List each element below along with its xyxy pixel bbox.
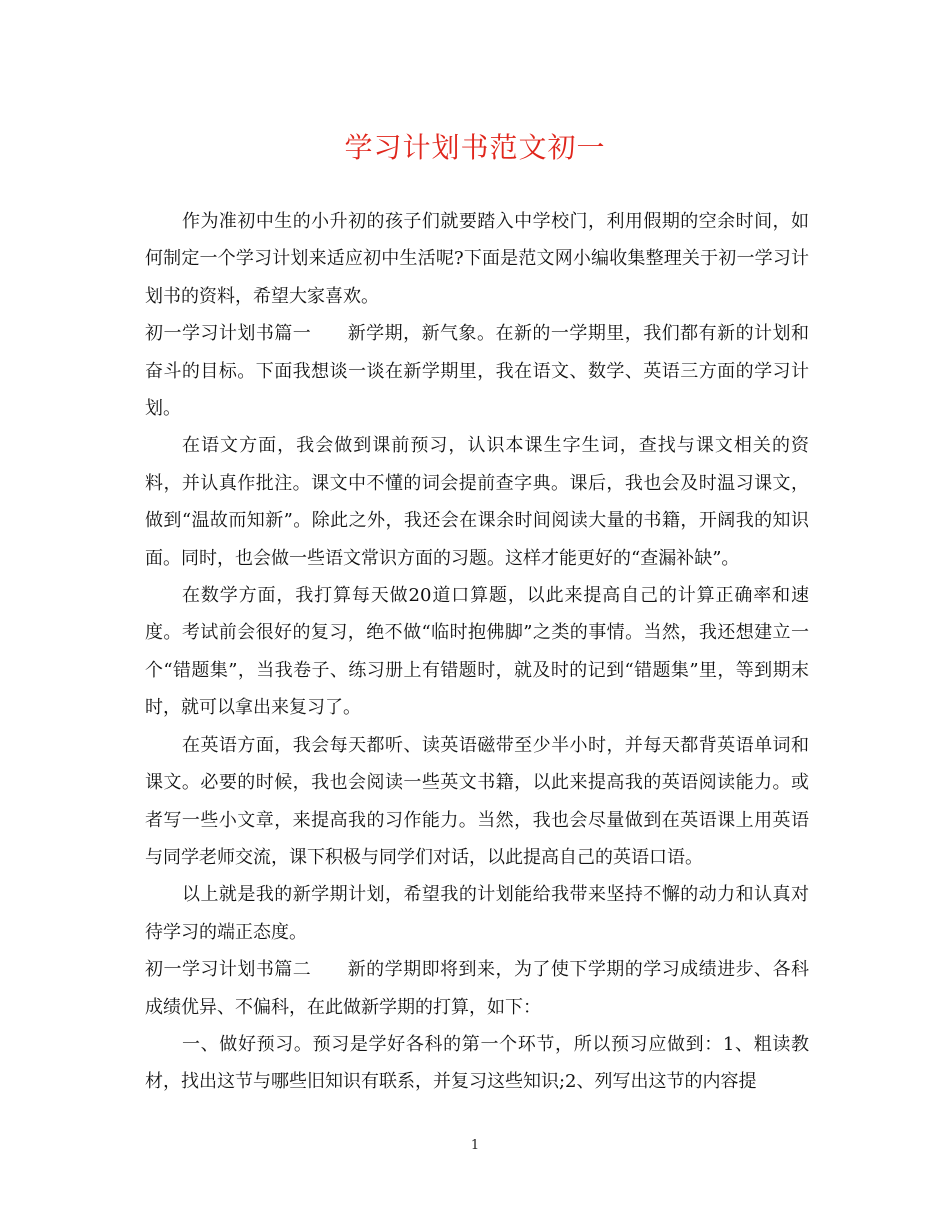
preview-point-paragraph: 一、做好预习。预习是学好各科的第一个环节，所以预习应做到：1、粗读教材，找出这节与哪些旧知识有联系，并复习这些知识;2、列写出这节的内容提 [145,1033,809,1093]
closing-paragraph: 以上就是我的新学期计划，希望我的计划能给我带来坚持不懈的动力和认真对待学习的端正态度。 [145,884,809,943]
english-plan-paragraph: 在英语方面，我会每天都听、读英语磁带至少半小时，并每天都背英语单词和课文。必要的时候，我也会阅读一些英文书籍，以此来提高我的英语阅读能力。或者写一些小文章，来提高我的习作能力。当然，我也会尽量做到在英语课上用英语与同学老师交流，课下积极与同学们对话，以此提高自己的英语口语。 [145,734,809,868]
page-title: 学习计划书范文初一 [344,131,606,164]
page-number: 1 [470,1138,480,1153]
section-2-paragraph [145,951,809,1026]
math-plan-paragraph: 在数学方面，我打算每天做20道口算题，以此来提高自己的计算正确率和速度。考试前会很好的复习，绝不做“临时抱佛脚”之类的事情。当然，我还想建立一个“错题集”，当我卷子、练习册上有错题时，就及时的记到“错题集”里，等到期末时，就可以拿出来复习了。 [145,585,809,719]
section-1-lead: 新学期，新气象。在新的一学期里，我们都有新的计划和奋斗的目标。下面我想谈一谈在新学期里，我在语文、数学、英语三方面的学习计划。 [145,323,809,420]
intro-paragraph: 作为准初中生的小升初的孩子们就要踏入中学校门，利用假期的空余时间，如何制定一个学习计划来适应初中生活呢?下面是范文网小编收集整理关于初一学习计划书的资料，希望大家喜欢。 [145,211,809,307]
section-2-lead: 新的学期即将到来，为了使下学期的学习成绩进步、各科成绩优异、不偏科，在此做新学期的打算，如下： [145,959,809,1018]
section-2-heading: 初一学习计划书篇二 [145,959,312,981]
document-body [145,203,809,1101]
section-1-heading: 初一学习计划书篇一 [145,323,312,345]
chinese-plan-paragraph: 在语文方面，我会做到课前预习，认识本课生字生词，查找与课文相关的资料，并认真作批注。课文中不懂的词会提前查字典。课后，我也会及时温习课文，做到“温故而知新”。除此之外，我还会在课余时间阅读大量的书籍，开阔我的知识面。同时，也会做一些语文常识方面的习题。这样才能更好的“查漏补缺”。 [145,435,809,569]
section-1-paragraph [145,315,809,427]
